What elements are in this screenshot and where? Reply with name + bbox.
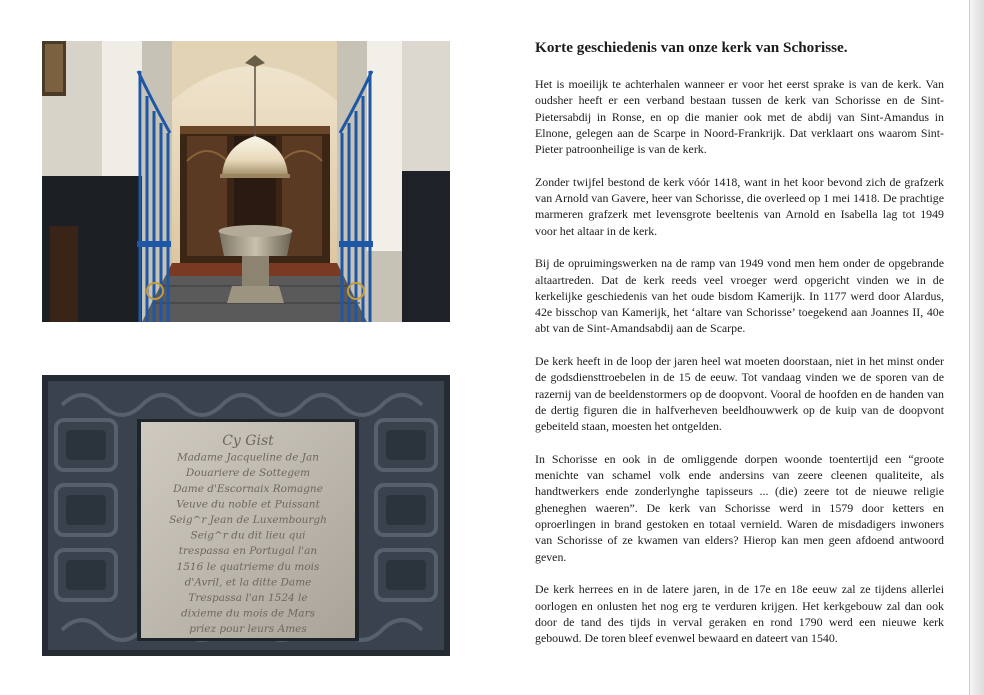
paragraph: Het is moeilijk te achterhalen wanneer er voor het eerst sprake is van de kerk. Van oudsher heeft er een verband bestaan tussen de kerk van Schorisse en de Sint-Pietersabdij in Ronse, en op die manier ook met de abdij van Sint-Amandus in Elnone, gelegen aan de Scarpe in Noord-Frankrijk. Dat verklaart ons waarom Sint-Pieter patroonheilige is van de kerk. bbox=[535, 77, 944, 157]
page-heading: Korte geschiedenis van onze kerk van Schorisse. bbox=[535, 39, 848, 56]
slab-inscription-line: 1516 le quatrieme du mois bbox=[176, 560, 320, 573]
slab-inscription-line: Seig^r Jean de Luxembourgh bbox=[169, 514, 327, 526]
page-edge bbox=[969, 0, 984, 695]
slab-inscription-line: dixieme du mois de Mars bbox=[181, 607, 315, 620]
slab-inscription-line: Seig^r du dit lieu qui bbox=[190, 529, 306, 542]
paragraph: Zonder twijfel bestond de kerk vóór 1418, want in het koor bevond zich de grafzerk van Arnold van Gavere, heer van Schorisse, die overleed op 1 mei 1418. De prachtige marmeren grafzerk met levensgrote beeltenis van Arnold en Isabella lag tot 1949 voor het altaar in de kerk. bbox=[535, 174, 944, 238]
paragraph: De kerk heeft in de loop der jaren heel wat moeten doorstaan, niet in het minst onder de godsdiensttroebelen in de 15 de eeuw. Tot vandaag vinden we de sporen van de razernij van de beeldenstormers op de doopvont. Vooral de hoofden en de handen van de dertig figuren die in halfverheven beeldhouwwerk op de kuip van de doopvont gebeiteld staan, moesten het ontgelden. bbox=[535, 354, 944, 434]
baptismal-font-photo bbox=[42, 41, 450, 322]
slab-inscription-line: trespassa en Portugal l'an bbox=[178, 545, 318, 558]
slab-inscription-line: d'Avril, et la ditte Dame bbox=[184, 576, 312, 589]
slab-inscription-line: Trespassa l'an 1524 le bbox=[188, 592, 308, 604]
text-column bbox=[535, 38, 944, 663]
slab-inscription-line: priez pour leurs Ames bbox=[189, 623, 307, 636]
slab-inscription-line: Veuve du noble et Puissant bbox=[176, 498, 320, 511]
slab-inscription-line: Madame Jacqueline de Jan bbox=[176, 451, 320, 464]
slab-inscription-line: Cy Gist bbox=[222, 433, 274, 449]
paragraph: De kerk herrees en in de latere jaren, in de 17e en 18e eeuw zal ze tijdens allerlei oorlogen en onlusten het nog erg te verduren krijgen. Het kerkgebouw zal dan ook door de tand des tijds in verval geraken en rond 1790 werd een nieuwe kerk gebouwd. De toren bleef evenwel bewaard en dateert van 1540. bbox=[535, 582, 944, 646]
paragraph: Bij de opruimingswerken na de ramp van 1949 vond men hem onder de opgebrande altaartreden. Dat de kerk reeds veel vroeger werd opgericht vinden we in de kerkelijke geschiedenis van het oude bisdom Kamerijk. In 1177 werd door Alardus, 42e bisschop van Kamerijk, het ‘altare van Schorisse’ toegekend aan Joannes II, 40e abt van de Sint-Amandsabdij aan de Scarpe. bbox=[535, 256, 944, 336]
slab-inscription-line: Dame d'Escornaix Romagne bbox=[173, 482, 323, 495]
paragraph: In Schorisse en ook in de omliggende dorpen woonde toentertijd een “groote menichte van schamel volk ende andersins van zeere cleenen qualiteite, als handtwerkers ende zonderlynghe tapisseurs ... (die) zeere tot de nieuwe religie gheneghen waeren”. De kerk van Schorisse werd in 1579 door ketters en oproerlingen in brand gestoken en totaal vernield. Waren de misdadigers inwoners van Schorisse of ze kwamen van elders? Hierop kan men geen afdoend antwoord geven. bbox=[535, 451, 944, 564]
tombstone-photo bbox=[42, 375, 450, 656]
slab-inscription-line: Douariere de Sottegem bbox=[185, 467, 311, 480]
